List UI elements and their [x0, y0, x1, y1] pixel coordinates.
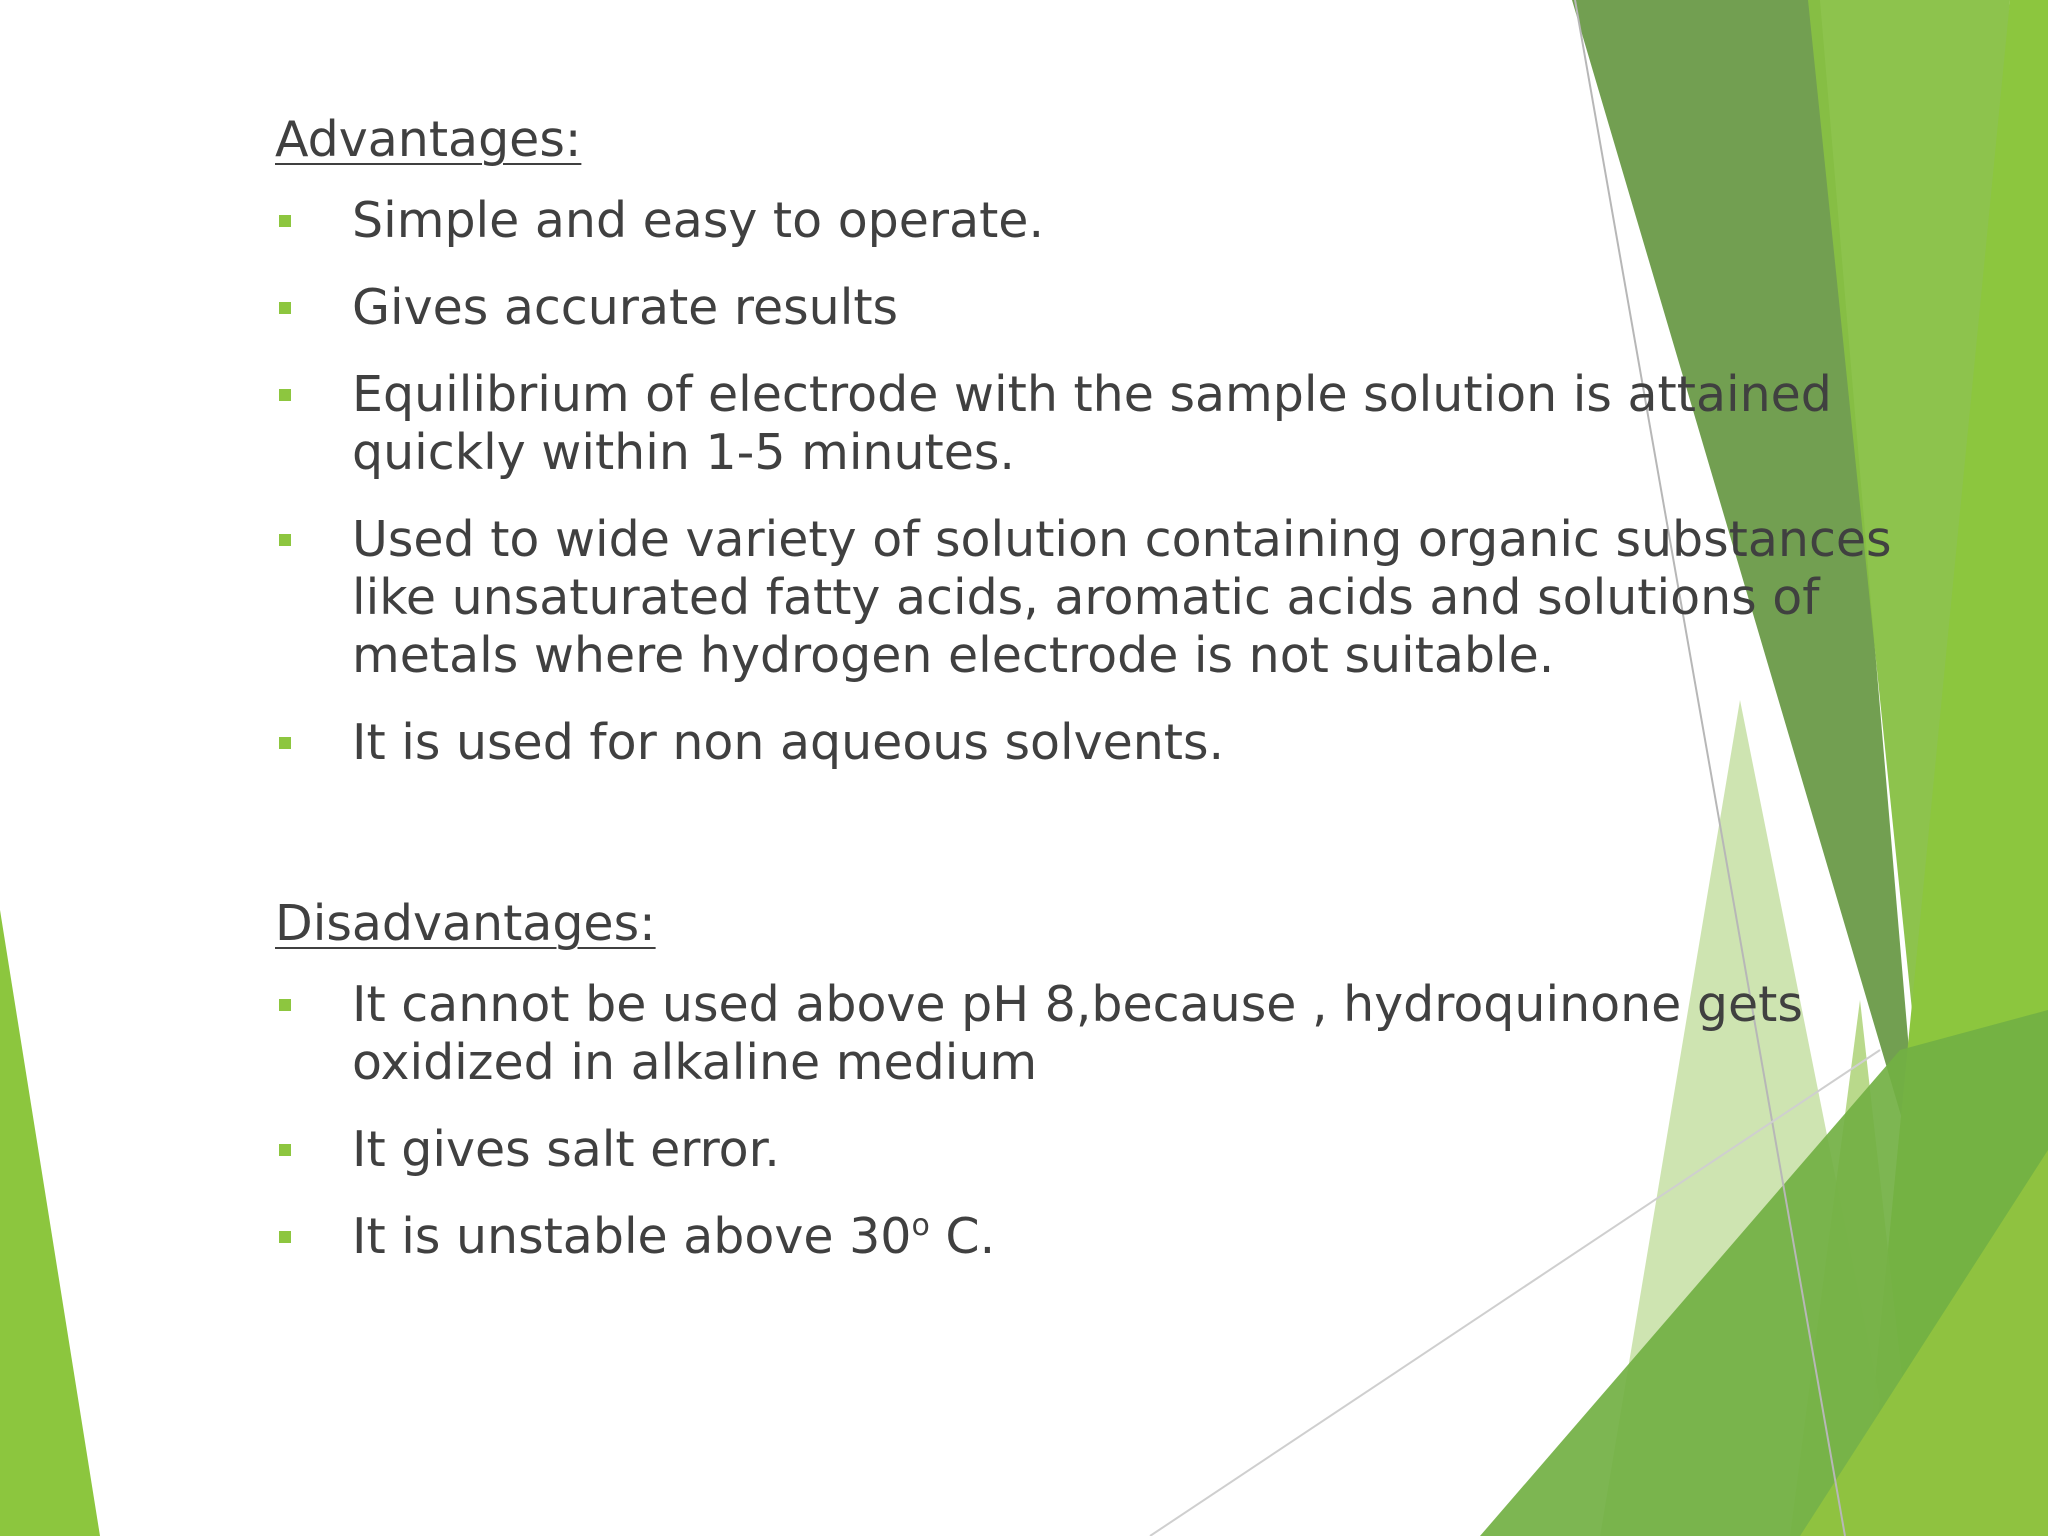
bullet-square-icon	[279, 1231, 291, 1243]
list-item-text: It is used for non aqueous solvents.	[352, 714, 1225, 771]
advantages-list	[275, 192, 1895, 772]
bullet-square-icon	[279, 1144, 291, 1156]
list-item	[275, 1208, 1895, 1266]
list-item	[275, 511, 1895, 685]
list-item	[275, 976, 1895, 1092]
disadvantages-heading: Disadvantages:	[275, 895, 656, 952]
list-item-text-prefix: It is unstable above 30	[352, 1208, 912, 1265]
list-item-text: It gives salt error.	[352, 1121, 780, 1178]
advantages-heading: Advantages:	[275, 111, 582, 168]
bullet-square-icon	[279, 999, 291, 1011]
list-item	[275, 192, 1895, 250]
slide-content	[275, 108, 1895, 1295]
list-item	[275, 279, 1895, 337]
list-item-text: Simple and easy to operate.	[352, 192, 1045, 249]
list-item-text: Gives accurate results	[352, 279, 899, 336]
list-item	[275, 366, 1895, 482]
degree-superscript: o	[911, 1208, 930, 1243]
list-item	[275, 714, 1895, 772]
list-item	[275, 1121, 1895, 1179]
bullet-square-icon	[279, 302, 291, 314]
list-item-text: It cannot be used above pH 8,because , hydroquinone gets oxidized in alkaline medium	[352, 976, 1803, 1091]
left-green-sliver	[0, 910, 100, 1536]
bullet-square-icon	[279, 737, 291, 749]
list-item-text: Used to wide variety of solution containing organic substances like unsaturated fatty acids, aromatic acids and solutions of metals where hydrogen electrode is not suitable.	[352, 511, 1892, 684]
bullet-square-icon	[279, 534, 291, 546]
list-item-text-suffix: C.	[929, 1208, 996, 1265]
bullet-square-icon	[279, 389, 291, 401]
bullet-square-icon	[279, 215, 291, 227]
disadvantages-list	[275, 976, 1895, 1266]
list-item-text: Equilibrium of electrode with the sample solution is attained quickly within 1-5 minutes.	[352, 366, 1832, 481]
